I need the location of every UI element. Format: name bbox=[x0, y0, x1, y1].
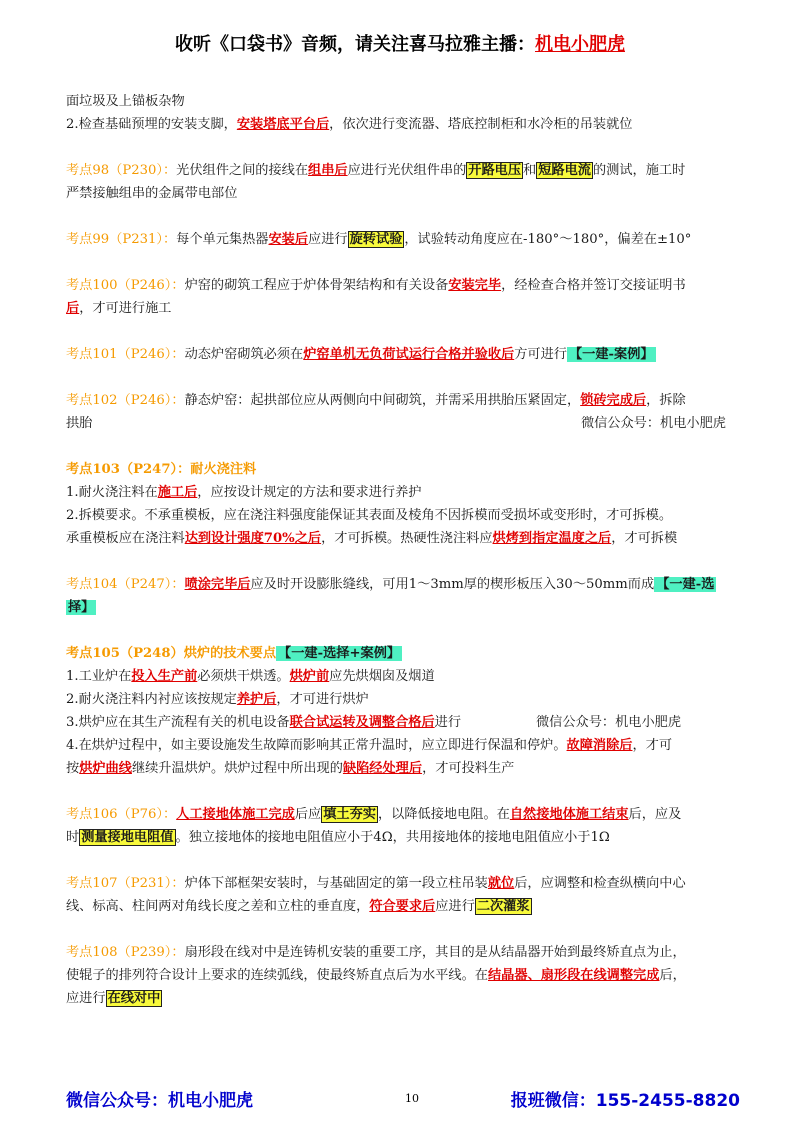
kp106-line bbox=[66, 803, 742, 826]
text: 1.工业炉在 bbox=[66, 669, 132, 684]
kp103-line bbox=[66, 458, 742, 481]
text-line bbox=[66, 297, 742, 320]
key-term: 自然接地体施工结束 bbox=[509, 807, 629, 822]
text: 应及时开设膨胀缝线，可用1～3mm厚的楔形板压入30～50mm而成 bbox=[250, 577, 655, 592]
key-term: 锁砖完成后 bbox=[580, 393, 647, 408]
key-term: 烘烤到指定温度之后 bbox=[492, 531, 612, 546]
text: ，试验转动角度应在-180°～180°，偏差在±10° bbox=[404, 232, 692, 247]
text: 2.耐火浇注料内衬应该按规定 bbox=[66, 692, 237, 707]
text: 炉体下部框架安装时，与基础固定的第一段立柱吊装 bbox=[184, 876, 488, 891]
key-term: 投入生产前 bbox=[131, 669, 198, 684]
text: 和 bbox=[523, 163, 537, 178]
kp101-tag: 考点101（P246）： bbox=[66, 347, 185, 362]
text: 继续升温烘炉。烘炉过程中所出现的 bbox=[131, 761, 343, 776]
text: 面垃圾及上锚板杂物 bbox=[66, 94, 185, 109]
text-line bbox=[66, 90, 742, 113]
text: 使辊子的排列符合设计上要求的连续弧线，使最终矫直点后为水平线。在 bbox=[66, 968, 488, 983]
text-line bbox=[66, 895, 742, 918]
text: ，拆除 bbox=[646, 393, 686, 408]
key-term: 达到设计强度70%之后 bbox=[184, 531, 322, 546]
kp101-line bbox=[66, 343, 742, 366]
text: 3.烘炉应在其生产流程有关的机电设备 bbox=[66, 715, 290, 730]
kp108-tag: 考点108（P239）： bbox=[66, 945, 185, 960]
footer-contact: 报班微信：155-2455-8820 bbox=[510, 1091, 740, 1111]
kp107-line bbox=[66, 872, 742, 895]
text: 应进行光伏组件串的 bbox=[347, 163, 467, 178]
text-line bbox=[66, 412, 742, 435]
text: ，才可拆模。热硬性浇注料应 bbox=[321, 531, 493, 546]
key-term: 喷涂完毕后 bbox=[184, 577, 251, 592]
key-term: 符合要求后 bbox=[369, 899, 436, 914]
text: ，才可 bbox=[632, 738, 673, 753]
document-body bbox=[66, 90, 742, 1010]
text: ，才可投料生产 bbox=[422, 761, 515, 776]
exam-badge: 【一建-选 bbox=[656, 577, 715, 592]
text: 进行 bbox=[434, 715, 462, 730]
kp100-tag: 考点100（P246）： bbox=[66, 278, 185, 293]
key-term: 就位 bbox=[487, 876, 515, 891]
highlight-term: 在线对中 bbox=[107, 991, 161, 1006]
text-line bbox=[66, 481, 742, 504]
text-line bbox=[66, 757, 742, 780]
key-term: 烘炉曲线 bbox=[79, 761, 132, 776]
key-term: 安装完毕 bbox=[448, 278, 502, 293]
kp103-tag: 考点103（P247）：耐火浇注料 bbox=[66, 462, 257, 477]
text: 后，应及 bbox=[628, 807, 682, 822]
text: 后应 bbox=[294, 807, 322, 822]
key-term: 组串后 bbox=[308, 163, 348, 178]
key-term: 养护后 bbox=[236, 692, 277, 707]
page-number: 10 bbox=[405, 1092, 419, 1105]
kp99-tag: 考点99（P231）： bbox=[66, 232, 177, 247]
text: 1.耐火浇注料在 bbox=[66, 485, 158, 500]
text: 应进行 bbox=[66, 991, 106, 1006]
text: ，依次进行变流器、塔底控制柜和水冷柜的吊装就位 bbox=[329, 117, 633, 132]
text: 拱胎 bbox=[66, 416, 93, 431]
text: 的测试，施工时 bbox=[592, 163, 686, 178]
text-line bbox=[66, 504, 742, 527]
text: 光伏组件之间的接线在 bbox=[176, 163, 309, 178]
kp102-line bbox=[66, 389, 742, 412]
key-term: 联合试运转及调整合格后 bbox=[289, 715, 435, 730]
watermark-text: 微信公众号：机电小肥虎 bbox=[580, 416, 726, 431]
text: 严禁接触组串的金属带电部位 bbox=[66, 186, 238, 201]
key-term: 结晶器、扇形段在线调整完成 bbox=[488, 968, 660, 983]
text: 后， bbox=[659, 968, 686, 983]
highlight-term: 填土夯实 bbox=[323, 807, 376, 822]
key-term: 后 bbox=[66, 301, 80, 316]
key-term: 缺陷经处理后 bbox=[342, 761, 423, 776]
kp100-line bbox=[66, 274, 742, 297]
kp99-line bbox=[66, 228, 742, 251]
text: 应进行 bbox=[435, 899, 475, 914]
kp108-line bbox=[66, 941, 742, 964]
exam-badge: 【一建-案例】 bbox=[569, 347, 654, 362]
text-line bbox=[66, 527, 742, 550]
highlight-term: 测量接地电阻值 bbox=[81, 830, 174, 845]
text: 。独立接地体的接地电阻值应小于4Ω，共用接地体的接地电阻值应小于1Ω bbox=[175, 830, 610, 845]
text-line bbox=[66, 688, 742, 711]
watermark-text: 微信公众号：机电小肥虎 bbox=[536, 715, 682, 730]
highlight-term: 开路电压 bbox=[468, 163, 522, 178]
text: 静态炉窑：起拱部位应从两侧向中间砌筑，并需采用拱胎压紧固定， bbox=[184, 393, 581, 408]
text: 扇形段在线对中是连铸机安装的重要工序，其目的是从结晶器开始到最终矫直点为止， bbox=[184, 945, 686, 960]
text: 按 bbox=[66, 761, 80, 776]
exam-badge: 【一建-选择+案例】 bbox=[278, 646, 401, 661]
text: ，经检查合格并签订交接证明书 bbox=[501, 278, 686, 293]
header-prefix: 收听《口袋书》音频，请关注喜马拉雅主播： bbox=[175, 34, 535, 55]
text-line bbox=[66, 182, 742, 205]
text-line bbox=[66, 596, 742, 619]
text-line bbox=[66, 734, 742, 757]
text: 应进行 bbox=[308, 232, 348, 247]
key-term: 安装后 bbox=[268, 232, 309, 247]
text: 炉窑的砌筑工程应于炉体骨架结构和有关设备 bbox=[184, 278, 449, 293]
kp105-tag: 考点105（P248）烘炉的技术要点 bbox=[66, 646, 277, 661]
text-line bbox=[66, 826, 742, 849]
kp106-tag: 考点106（P76）： bbox=[66, 807, 177, 822]
kp105-line bbox=[66, 642, 742, 665]
highlight-term: 旋转试验 bbox=[349, 232, 403, 247]
kp107-tag: 考点107（P231）： bbox=[66, 876, 185, 891]
footer-wechat-account: 微信公众号：机电小肥虎 bbox=[66, 1091, 253, 1111]
kp104-line bbox=[66, 573, 742, 596]
text: 2.检查基础预埋的安装支脚， bbox=[66, 117, 237, 132]
text: ，才可进行烘炉 bbox=[276, 692, 369, 707]
text-line bbox=[66, 964, 742, 987]
text-line bbox=[66, 987, 742, 1010]
text: ，才可拆模 bbox=[611, 531, 678, 546]
key-term: 人工接地体施工完成 bbox=[176, 807, 295, 822]
text: 后，应调整和检查纵横向中心 bbox=[514, 876, 686, 891]
page-footer bbox=[0, 1086, 800, 1116]
kp98-tag: 考点98（P230）： bbox=[66, 163, 177, 178]
key-term: 安装塔底平台后 bbox=[236, 117, 330, 132]
text: ，才可进行施工 bbox=[79, 301, 172, 316]
kp102-tag: 考点102（P246）： bbox=[66, 393, 185, 408]
text: 方可进行 bbox=[514, 347, 567, 362]
text: 承重模板应在浇注料 bbox=[66, 531, 185, 546]
text-line bbox=[66, 665, 742, 688]
key-term: 烘炉前 bbox=[289, 669, 330, 684]
key-term: 炉窑单机无负荷试运行合格并验收后 bbox=[303, 347, 515, 362]
text: 时 bbox=[66, 830, 80, 845]
exam-badge: 择】 bbox=[68, 600, 95, 615]
text: 2.拆模要求。不承重模板，应在浇注料强度能保证其表面及棱角不因拆模而受损坏或变形时，才可拆模。 bbox=[66, 508, 673, 523]
highlight-term: 二次灌浆 bbox=[476, 899, 530, 914]
kp98-line bbox=[66, 159, 742, 182]
kp104-tag: 考点104（P247）： bbox=[66, 577, 185, 592]
key-term: 施工后 bbox=[157, 485, 198, 500]
text: 必须烘干烘透。 bbox=[197, 669, 290, 684]
text-line bbox=[66, 113, 742, 136]
page-header bbox=[0, 30, 800, 56]
header-host: 机电小肥虎 bbox=[535, 34, 625, 55]
text-line bbox=[66, 711, 742, 734]
text: ，应按设计规定的方法和要求进行养护 bbox=[197, 485, 422, 500]
key-term: 故障消除后 bbox=[566, 738, 633, 753]
text: 线、标高、柱间两对角线长度之差和立柱的垂直度， bbox=[66, 899, 370, 914]
text: 4.在烘炉过程中，如主要设施发生故障而影响其正常升温时，应立即进行保温和停炉。 bbox=[66, 738, 567, 753]
highlight-term: 短路电流 bbox=[538, 163, 591, 178]
text: 动态炉窑砌筑必须在 bbox=[184, 347, 304, 362]
text: 应先烘烟囱及烟道 bbox=[329, 669, 435, 684]
text: 每个单元集热器 bbox=[176, 232, 269, 247]
text: ，以降低接地电阻。在 bbox=[377, 807, 510, 822]
